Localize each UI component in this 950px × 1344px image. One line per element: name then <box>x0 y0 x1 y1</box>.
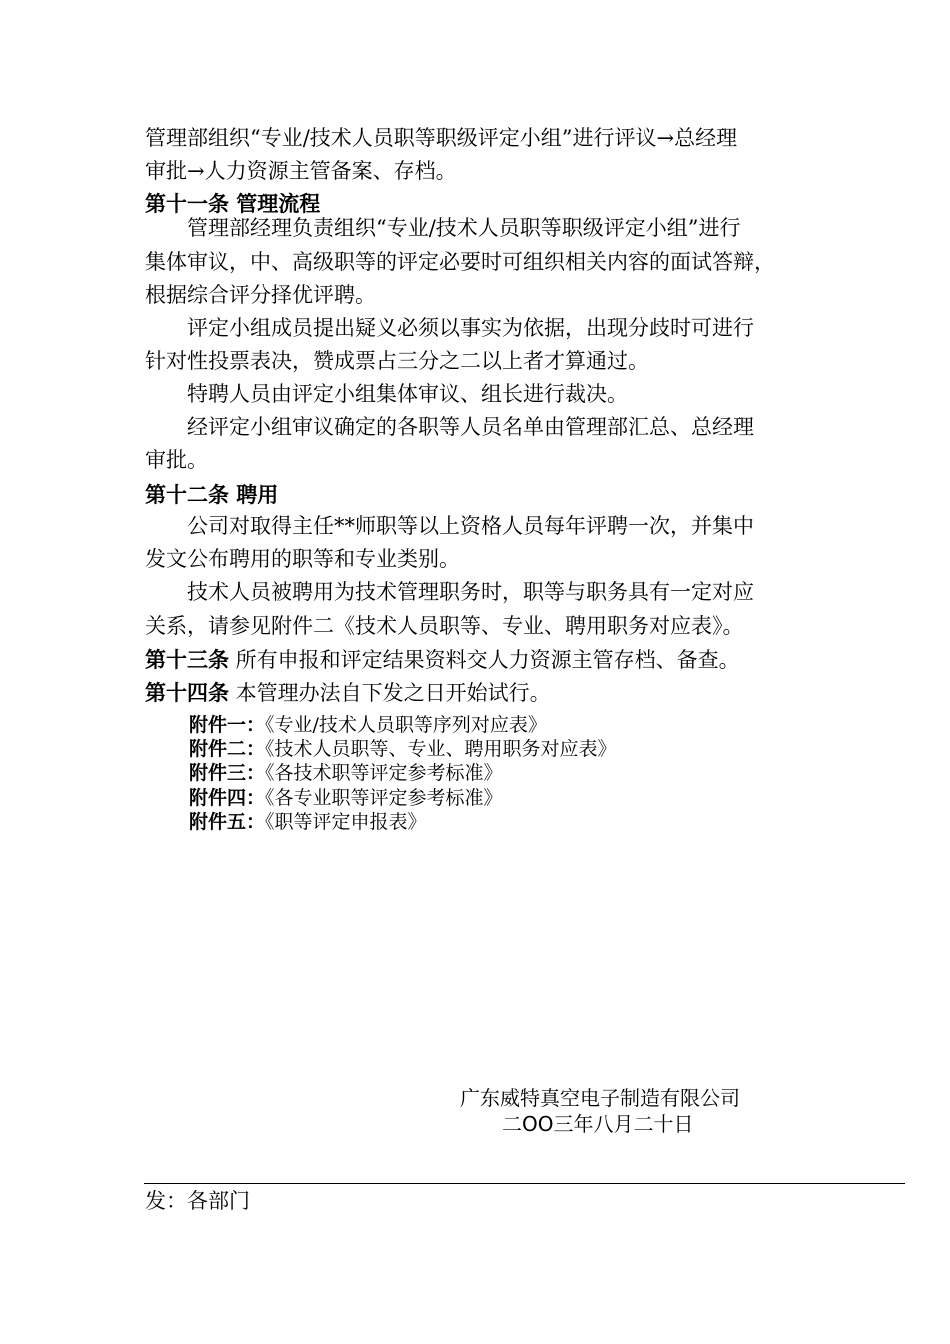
article-13-label: 第十三条 <box>145 648 229 672</box>
attachment-label: 附件一： <box>189 714 266 736</box>
attachment-title: 《专业/技术人员职等序列对应表》 <box>265 714 547 736</box>
paragraph-line: 审批。 <box>145 448 208 472</box>
paragraph-line: 关系，请参见附件二《技术人员职等、专业、聘用职务对应表》。 <box>145 614 744 638</box>
paragraph-line: 经评定小组审议确定的各职等人员名单由管理部汇总、总经理 <box>187 415 754 439</box>
paragraph-line: 针对性投票表决，赞成票占三分之二以上者才算通过。 <box>145 349 649 373</box>
paragraph-line: 公司对取得主任**师职等以上资格人员每年评聘一次，并集中 <box>187 514 754 538</box>
attachment-label: 附件四： <box>189 787 266 809</box>
attachment-title: 《各专业职等评定参考标准》 <box>265 787 503 809</box>
attachment-title: 《技术人员职等、专业、聘用职务对应表》 <box>265 738 617 760</box>
paragraph-line: 评定小组成员提出疑义必须以事实为依据，出现分歧时可进行 <box>187 316 754 340</box>
article-14-text: 本管理办法自下发之日开始试行。 <box>229 681 551 705</box>
attachment-title: 《各技术职等评定参考标准》 <box>265 762 503 784</box>
article-14 <box>145 679 551 707</box>
paragraph-line: 集体审议，中、高级职等的评定必要时可组织相关内容的面试答辩， <box>145 250 775 274</box>
distribution-line: 发：各部门 <box>145 1189 250 1213</box>
attachment-item <box>189 713 547 737</box>
paragraph-line: 管理部组织“专业/技术人员职等职级评定小组”进行评议→总经理 <box>145 126 738 150</box>
attachment-title: 《职等评定申报表》 <box>265 811 427 833</box>
paragraph-line: 审批→人力资源主管备案、存档。 <box>145 159 457 183</box>
paragraph-line: 管理部经理负责组织“专业/技术人员职等职级评定小组”进行 <box>187 216 741 240</box>
attachment-label: 附件五： <box>189 811 266 833</box>
attachment-label: 附件二： <box>189 738 266 760</box>
attachment-item <box>189 737 617 761</box>
company-signature: 广东威特真空电子制造有限公司 <box>460 1086 740 1110</box>
article-14-label: 第十四条 <box>145 681 229 705</box>
paragraph-line: 发文公布聘用的职等和专业类别。 <box>145 547 460 571</box>
article-13-text: 所有申报和评定结果资料交人力资源主管存档、备查。 <box>229 648 740 672</box>
paragraph-line: 根据综合评分择优评聘。 <box>145 283 376 307</box>
article-11-heading: 第十一条 管理流程 <box>145 192 321 216</box>
attachment-item <box>189 761 503 785</box>
footer-divider <box>144 1183 905 1184</box>
article-12-heading: 第十二条 聘用 <box>145 483 279 507</box>
attachment-label: 附件三： <box>189 762 266 784</box>
signature-date: 二OO三年八月二十日 <box>502 1112 694 1136</box>
attachment-item <box>189 810 427 834</box>
article-13 <box>145 646 740 674</box>
paragraph-line: 特聘人员由评定小组集体审议、组长进行裁决。 <box>187 382 628 406</box>
attachment-item <box>189 786 503 810</box>
paragraph-line: 技术人员被聘用为技术管理职务时，职等与职务具有一定对应 <box>187 580 754 604</box>
